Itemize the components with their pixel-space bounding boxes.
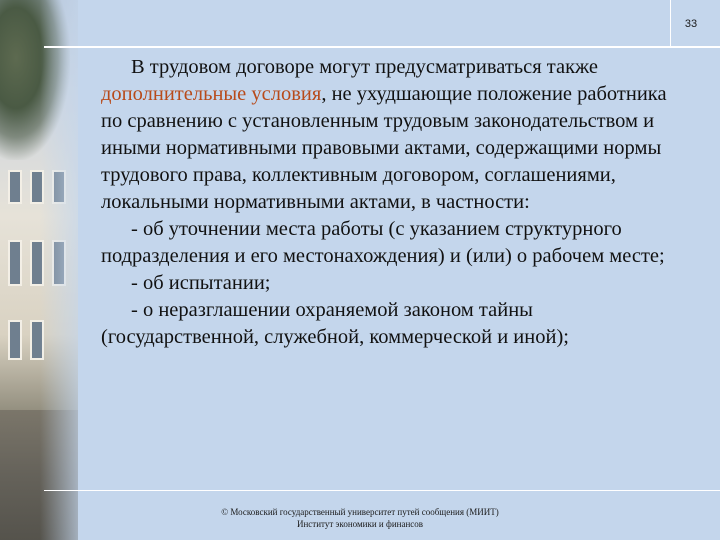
building-window [8, 170, 22, 204]
footer-copyright: © Московский государственный университет путей сообщения (МИИТ) [221, 507, 499, 517]
list-item: - о неразглашении охраняемой законом тайны (государственной, служебной, коммерческой и иной); [101, 299, 569, 348]
footer [150, 506, 570, 530]
intro-after: , не ухудшающие положение работника по сравнению с установленным трудовым законодательством и иными нормативными правовыми актами, содержащими нормы трудового права, коллективным договором, соглашениями, локальными нормативными актами, в частности: [101, 83, 667, 213]
slide-body [101, 54, 691, 351]
top-divider [44, 46, 720, 48]
footer-institute: Институт экономики и финансов [296, 519, 424, 529]
building-photo [0, 0, 78, 540]
intro-before: В трудовом договоре могут предусматриваться также [131, 56, 599, 78]
bottom-divider [44, 490, 720, 491]
list-item: - об испытании; [131, 272, 271, 294]
photo-fade [40, 0, 78, 540]
building-window [8, 320, 22, 360]
page-number-divider [670, 0, 671, 46]
list-item: - об уточнении места работы (с указанием структурного подразделения и его местонахождения) и (или) о рабочем месте; [101, 218, 665, 267]
page-number: 33 [684, 18, 698, 30]
intro-paragraph [101, 54, 691, 216]
building-window [8, 240, 22, 286]
intro-highlight: дополнительные условия [101, 83, 322, 105]
